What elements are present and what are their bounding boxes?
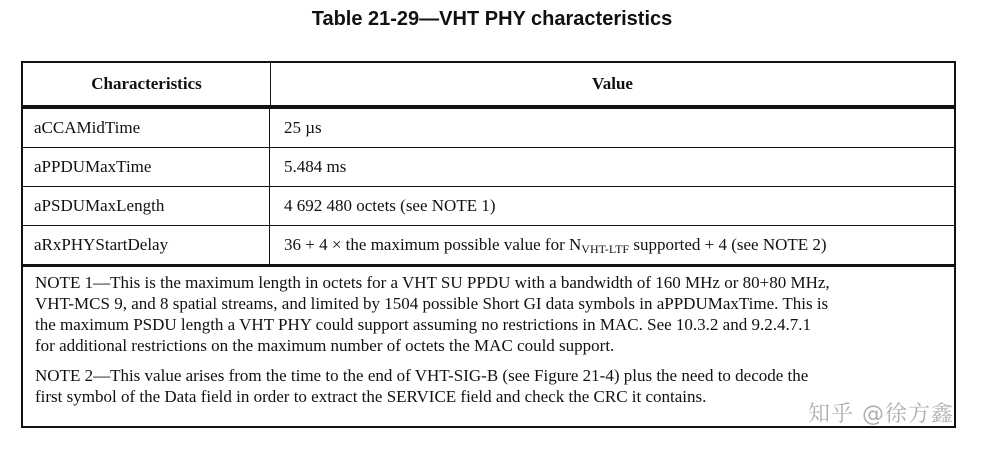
note-line: for additional restrictions on the maximum number of octets the MAC could support. [35,336,615,355]
row-name: aCCAMidTime [23,109,270,147]
row-value [271,226,827,264]
note-1 [35,272,942,356]
table-row [23,109,954,148]
header-characteristics: Characteristics [23,63,271,105]
note-line: NOTE 2—This value arises from the time to the end of VHT-SIG-B (see Figure 21-4) plus the need to decode the [35,366,809,385]
table-row [23,148,954,187]
row-name: aPPDUMaxTime [23,148,270,186]
vht-phy-table [21,61,956,428]
note-2 [35,365,942,407]
table-notes [23,266,954,416]
table-row [23,226,954,267]
note-line: VHT-MCS 9, and 8 spatial streams, and limited by 1504 possible Short GI data symbols in aPPDUMaxTime. This is [35,294,829,313]
row-value: 5.484 ms [284,157,347,176]
watermark: 知乎 @徐方鑫 [808,402,954,427]
note-line: first symbol of the Data field in order to extract the SERVICE field and check the CRC it contains. [35,387,707,406]
note-line: the maximum PSDU length a VHT PHY could support assuming no restrictions in MAC. See 10.3.2 and 9.2.4.7.1 [35,315,811,334]
value-subscript: VHT-LTF [581,242,630,256]
row-name: aRxPHYStartDelay [23,226,270,264]
header-value: Value [592,74,633,93]
value-prefix: 36 + 4 × the maximum possible value for N [284,235,582,254]
table-header [23,63,954,109]
note-line: NOTE 1—This is the maximum length in octets for a VHT SU PPDU with a bandwidth of 160 MHz or 80+80 MHz, [35,273,830,292]
value-suffix: supported + 4 (see NOTE 2) [629,235,827,254]
row-value: 4 692 480 octets (see NOTE 1) [284,196,496,215]
table-row [23,187,954,226]
table-caption: Table 21-29—VHT PHY characteristics [311,8,673,30]
row-name: aPSDUMaxLength [23,187,270,225]
row-value: 25 µs [284,118,322,137]
